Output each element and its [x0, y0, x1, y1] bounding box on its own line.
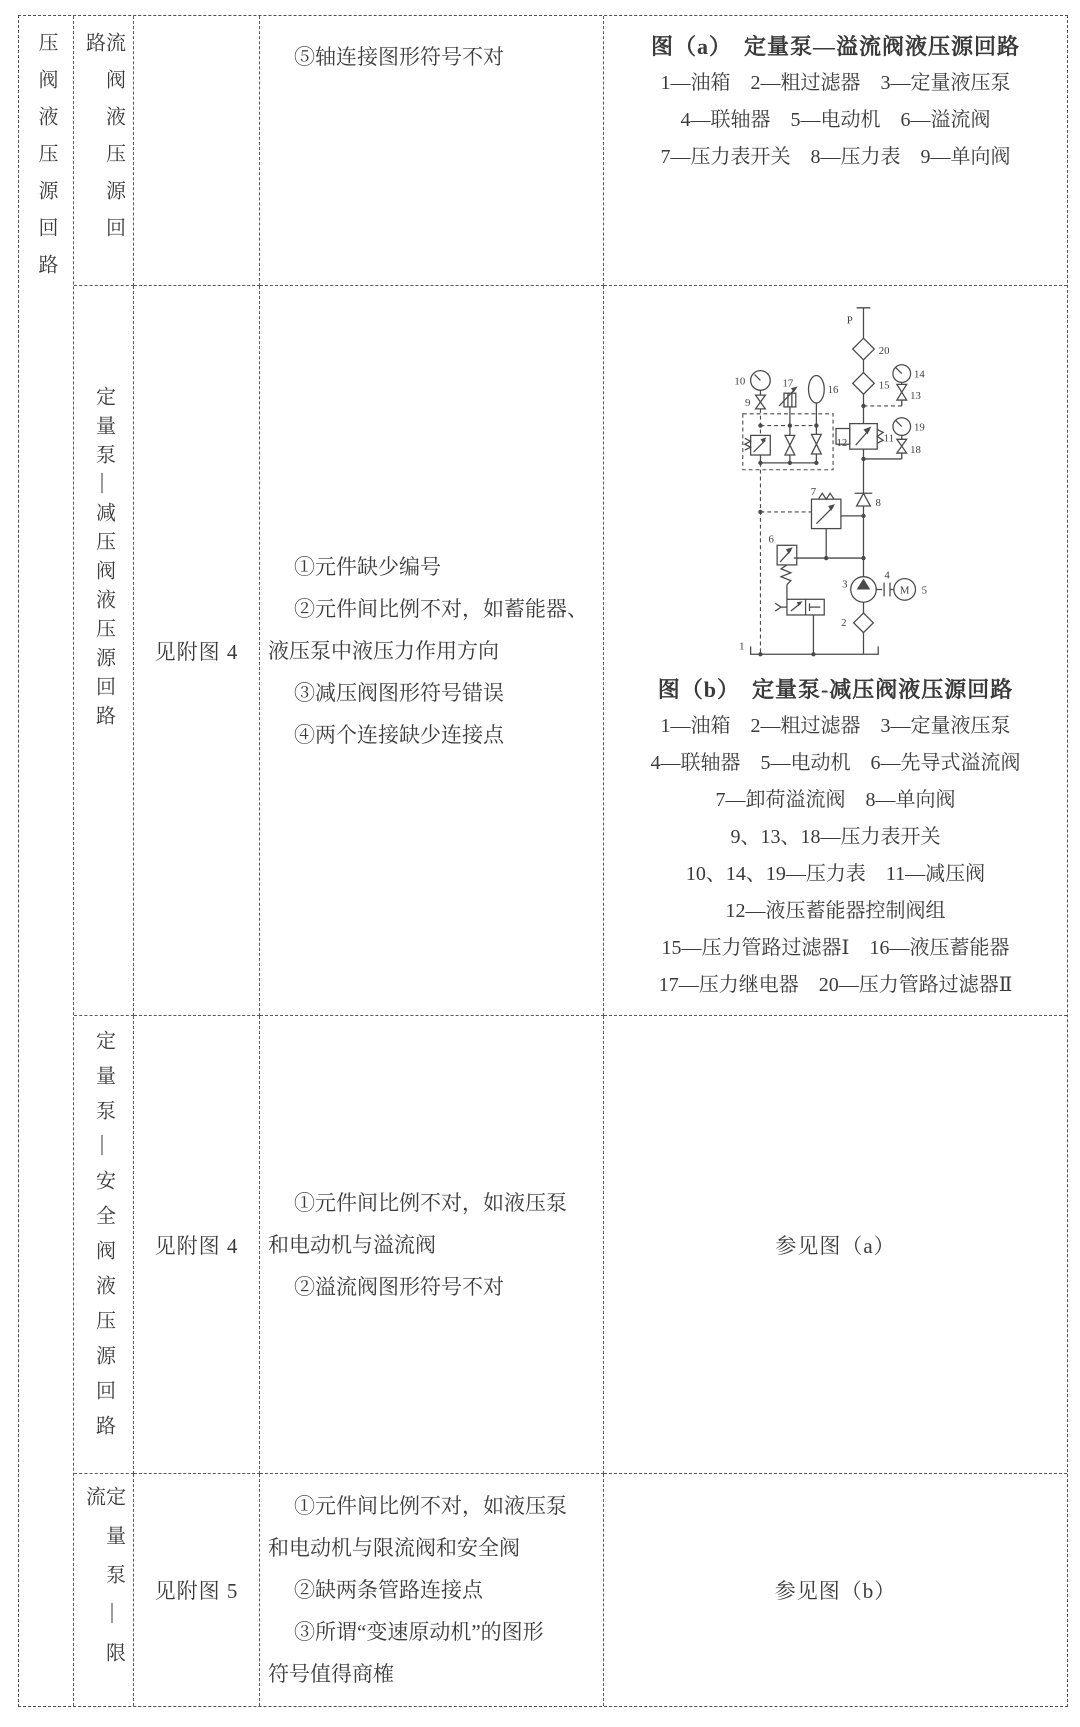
text-line: 1—油箱 2—粗过滤器 3—定量液压泵 [660, 72, 1011, 94]
diagram-label-16: 16 [827, 384, 839, 397]
diagram-label-17: 17 [782, 377, 794, 390]
text-line: 7—压力表开关 8—压力表 9—单向阀 [660, 146, 1011, 168]
cell-figure-ref-row3 [604, 1016, 1067, 1474]
diagram-label-9: 9 [744, 396, 751, 409]
cell-ref-row4 [134, 1474, 260, 1706]
circuit-name-row3: 定量泵—安全阀液压源回路 [92, 1030, 115, 1450]
text-line: 12—液压蓄能器控制阀组 [725, 900, 946, 922]
category-vertical-label: 压阀液压源回路 [35, 32, 57, 291]
hydraulic-circuit-diagram [604, 298, 1067, 666]
text-line: 10、14、19—压力表 11—减压阀 [685, 863, 986, 885]
diagram-label-18: 18 [910, 444, 921, 457]
see-figure-a-text: 参见图（a） [775, 1233, 896, 1258]
text-line: ②溢流阀图形符号不对 [294, 1274, 504, 1299]
diagram-label-P: P [846, 314, 853, 327]
text-line: ①元件间比例不对，如液压泵 [294, 1494, 567, 1518]
text-line: 和电动机与限流阀和安全阀 [268, 1536, 520, 1560]
text-line: ⑤轴连接图形符号不对 [294, 45, 504, 69]
text-line: 9、13、18—压力表开关 [730, 826, 941, 848]
text-line: 和电动机与溢流阀 [268, 1232, 436, 1257]
text-line: 4—联轴器 5—电动机 6—溢流阀 [680, 109, 991, 131]
attachment-ref-row3: 见附图 4 [154, 1233, 239, 1258]
text-line: ①元件间比例不对，如液压泵 [294, 1190, 567, 1215]
diagram-label-1: 1 [739, 640, 745, 653]
diagram-label-6: 6 [768, 533, 774, 546]
text-line: ①元件缺少编号 [294, 554, 441, 579]
text-line: ④两个连接缺少连接点 [294, 722, 504, 747]
diagram-label-2: 2 [841, 616, 847, 629]
text-line: 17—压力继电器 20—压力管路过滤器Ⅱ [658, 974, 1013, 996]
issue-list-row2 [260, 546, 603, 756]
text-line: ②元件间比例不对，如蓄能器、 [294, 596, 588, 621]
cell-circuit-row1 [74, 16, 134, 286]
diagram-label-7: 7 [810, 486, 817, 499]
cell-circuit-row2 [74, 286, 134, 1016]
diagram-label-M: M [899, 584, 910, 597]
issue-list-row1 [260, 16, 603, 78]
cell-issues-row3 [260, 1016, 604, 1474]
cell-category [19, 16, 74, 1706]
cell-ref-row1 [134, 16, 260, 286]
circuit-name-row2: 定量泵—减压阀液压源回路 [92, 386, 115, 734]
circuit-name-row4: 定量泵—限流 [82, 1486, 125, 1681]
diagram-label-19: 19 [914, 421, 925, 434]
see-figure-b-text: 参见图（b） [774, 1579, 897, 1603]
cell-figure-ref-row4 [604, 1474, 1067, 1706]
diagram-label-3: 3 [842, 578, 848, 591]
diagram-label-13: 13 [910, 390, 921, 403]
cell-figure-a [604, 16, 1067, 286]
cell-ref-row3 [134, 1016, 260, 1474]
diagram-label-8: 8 [875, 497, 881, 510]
attachment-ref-row4: 见附图 5 [154, 1579, 239, 1603]
figure-b-legend [604, 708, 1067, 1004]
diagram-label-11: 11 [883, 432, 895, 445]
cell-ref-row2 [134, 286, 260, 1016]
diagram-label-4: 4 [884, 569, 890, 582]
text-line: ③减压阀图形符号错误 [294, 680, 504, 705]
text-line: 1—油箱 2—粗过滤器 3—定量液压泵 [660, 715, 1011, 737]
text-line: 符号值得商榷 [268, 1662, 394, 1686]
text-line: ③所谓“变速原动机”的图形 [294, 1620, 544, 1644]
diagram-label-14: 14 [914, 368, 925, 381]
figure-a-title: 图（a） 定量泵—溢流阀液压源回路 [650, 34, 1020, 59]
diagram-label-12: 12 [836, 437, 848, 450]
cell-circuit-row3 [74, 1016, 134, 1474]
attachment-ref-row2: 见附图 4 [154, 639, 239, 664]
diagram-label-20: 20 [878, 344, 890, 357]
figure-b-title: 图（b） 定量泵-减压阀液压源回路 [657, 677, 1014, 702]
text-line: 15—压力管路过滤器Ⅰ 16—液压蓄能器 [661, 937, 1010, 959]
hydraulic-circuit-error-table [18, 15, 1068, 1707]
cell-issues-row4 [260, 1474, 604, 1706]
text-line: 液压泵中液压力作用方向 [268, 638, 499, 663]
diagram-label-15: 15 [878, 379, 890, 392]
diagram-label-10: 10 [734, 375, 746, 388]
text-line: 4—联轴器 5—电动机 6—先导式溢流阀 [650, 752, 1021, 774]
figure-a-legend [604, 65, 1067, 176]
issue-list-row4 [260, 1485, 603, 1695]
text-line: ②缺两条管路连接点 [294, 1578, 483, 1602]
diagram-label-5: 5 [921, 584, 928, 597]
cell-issues-row1 [260, 16, 604, 286]
cell-issues-row2 [260, 286, 604, 1016]
issue-list-row3 [260, 1182, 603, 1308]
text-line: 7—卸荷溢流阀 8—单向阀 [715, 789, 956, 811]
cell-figure-b [604, 286, 1067, 1016]
circuit-name-row1: 流阀液压源回路 [82, 32, 125, 254]
cell-circuit-row4 [74, 1474, 134, 1706]
